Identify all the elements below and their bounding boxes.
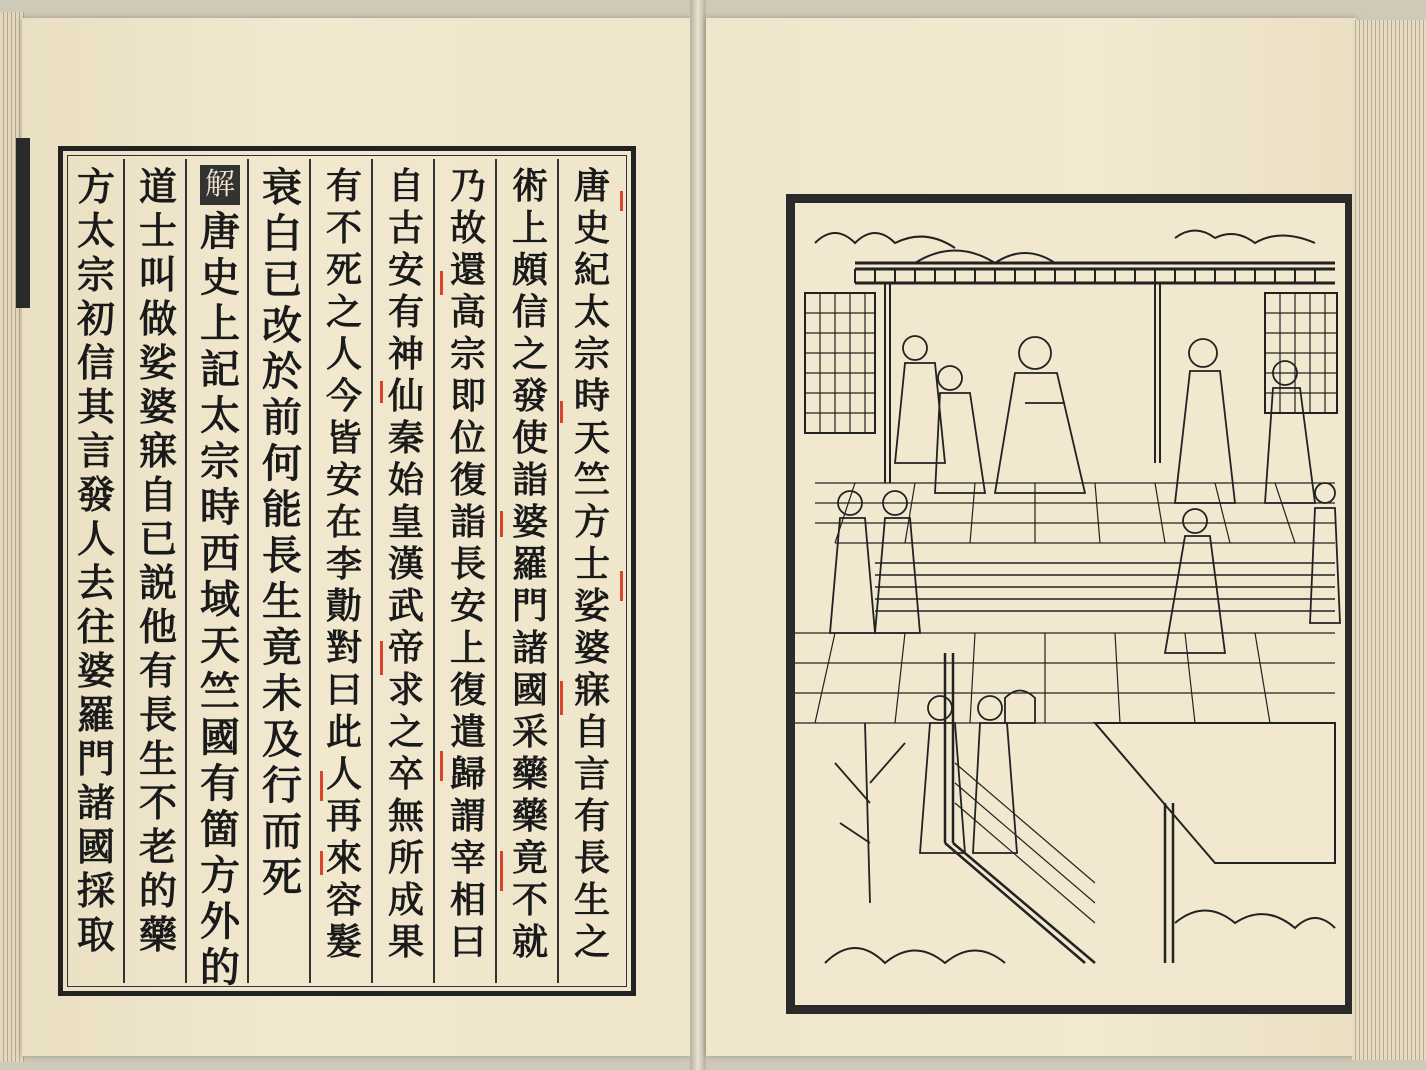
glyph: 無 [387, 795, 424, 837]
right-page [706, 18, 1356, 1056]
glyph: 還 [449, 249, 486, 291]
glyph: 漢 [387, 543, 424, 585]
glyph: 的 [200, 944, 240, 991]
glyph: 長 [449, 543, 486, 585]
left-margin-ink-block [16, 138, 30, 308]
glyph: 方 [573, 501, 610, 543]
glyph: 今 [325, 375, 362, 417]
glyph: 上 [200, 300, 240, 347]
glyph: 言 [573, 753, 610, 795]
glyph: 始 [387, 459, 424, 501]
glyph: 自 [138, 472, 177, 517]
glyph: 何 [262, 440, 302, 487]
red-annotation-mark [440, 751, 443, 781]
glyph: 説 [138, 560, 177, 605]
glyph: 神 [387, 333, 424, 375]
glyph: 唐 [573, 165, 610, 207]
glyph: 方 [200, 852, 240, 899]
column-rule [309, 159, 311, 983]
glyph: 箇 [200, 806, 240, 853]
glyph: 史 [200, 254, 240, 301]
text-column-6 [251, 165, 313, 985]
glyph: 取 [76, 912, 115, 957]
glyph: 士 [573, 543, 610, 585]
glyph: 詣 [449, 501, 486, 543]
glyph: 此 [325, 711, 362, 753]
glyph: 故 [449, 207, 486, 249]
glyph: 采 [511, 711, 548, 753]
commentary-badge: 解 [200, 165, 240, 205]
column-rule [123, 159, 125, 983]
red-annotation-mark [560, 681, 563, 715]
glyph: 遣 [449, 711, 486, 753]
red-annotation-mark [380, 641, 383, 675]
glyph: 人 [76, 516, 115, 561]
glyph: 求 [387, 669, 424, 711]
glyph: 白 [262, 210, 302, 257]
glyph: 勣 [325, 585, 362, 627]
glyph: 能 [262, 486, 302, 533]
glyph: 上 [511, 207, 548, 249]
glyph: 叫 [138, 252, 177, 297]
glyph: 羅 [511, 543, 548, 585]
glyph: 在 [325, 501, 362, 543]
glyph: 行 [262, 762, 302, 809]
glyph: 發 [511, 375, 548, 417]
glyph: 即 [449, 375, 486, 417]
glyph: 宗 [76, 252, 115, 297]
glyph: 生 [138, 736, 177, 781]
glyph: 宗 [573, 333, 610, 375]
text-column-8 [127, 165, 189, 985]
glyph: 所 [387, 837, 424, 879]
red-annotation-mark [380, 381, 383, 403]
glyph: 成 [387, 879, 424, 921]
glyph: 之 [511, 333, 548, 375]
glyph: 有 [573, 795, 610, 837]
glyph: 死 [325, 249, 362, 291]
glyph: 生 [262, 578, 302, 625]
glyph: 卒 [387, 753, 424, 795]
glyph: 言 [76, 428, 115, 473]
glyph: 上 [449, 627, 486, 669]
glyph: 使 [511, 417, 548, 459]
glyph: 宗 [449, 333, 486, 375]
text-column-2 [499, 165, 561, 985]
red-annotation-mark [320, 851, 323, 875]
glyph: 人 [325, 333, 362, 375]
glyph: 不 [511, 879, 548, 921]
book-gutter [690, 0, 706, 1070]
glyph: 往 [76, 604, 115, 649]
column-rule [247, 159, 249, 983]
glyph: 容 [325, 879, 362, 921]
red-annotation-mark [500, 511, 503, 537]
glyph: 國 [200, 714, 240, 761]
glyph: 去 [76, 560, 115, 605]
text-column-9 [65, 165, 127, 985]
glyph: 就 [511, 921, 548, 963]
red-annotation-mark [620, 571, 623, 601]
glyph: 改 [262, 302, 302, 349]
glyph: 於 [262, 348, 302, 395]
glyph: 曰 [325, 669, 362, 711]
glyph: 婆 [76, 648, 115, 693]
glyph: 來 [325, 837, 362, 879]
glyph: 位 [449, 417, 486, 459]
glyph: 高 [449, 291, 486, 333]
column-rule [185, 159, 187, 983]
woodblock-illustration [786, 194, 1354, 1014]
glyph: 諸 [511, 627, 548, 669]
text-column-3 [437, 165, 499, 985]
glyph: 竟 [262, 624, 302, 671]
glyph: 藥 [511, 753, 548, 795]
glyph: 婆 [138, 384, 177, 429]
glyph: 老 [138, 824, 177, 869]
glyph: 西 [200, 530, 240, 577]
glyph: 發 [76, 472, 115, 517]
glyph: 之 [387, 711, 424, 753]
glyph: 仙 [387, 375, 424, 417]
glyph: 長 [138, 692, 177, 737]
glyph: 的 [138, 868, 177, 913]
red-annotation-mark [440, 271, 443, 295]
text-column-7 [189, 165, 251, 991]
glyph: 婆 [511, 501, 548, 543]
glyph: 太 [573, 291, 610, 333]
text-column-4 [375, 165, 437, 985]
glyph: 有 [200, 760, 240, 807]
left-page [22, 18, 690, 1056]
glyph: 太 [76, 208, 115, 253]
glyph: 術 [511, 165, 548, 207]
red-annotation-mark [560, 401, 563, 423]
glyph: 長 [573, 837, 610, 879]
column-rule [433, 159, 435, 983]
glyph: 國 [511, 669, 548, 711]
red-annotation-mark [500, 851, 503, 891]
glyph: 諸 [76, 780, 115, 825]
glyph: 李 [325, 543, 362, 585]
glyph: 武 [387, 585, 424, 627]
glyph: 道 [138, 164, 177, 209]
column-rule [557, 159, 559, 983]
glyph: 竟 [511, 837, 548, 879]
glyph: 門 [511, 585, 548, 627]
glyph: 有 [138, 648, 177, 693]
glyph: 死 [262, 854, 302, 901]
glyph: 方 [76, 164, 115, 209]
glyph: 有 [387, 291, 424, 333]
glyph: 採 [76, 868, 115, 913]
column-rule [371, 159, 373, 983]
glyph: 他 [138, 604, 177, 649]
glyph: 藥 [138, 912, 177, 957]
right-page-edges [1352, 20, 1426, 1060]
glyph: 長 [262, 532, 302, 579]
glyph: 寐 [138, 428, 177, 473]
glyph: 其 [76, 384, 115, 429]
glyph: 域 [200, 576, 240, 623]
glyph: 唐 [200, 208, 240, 255]
glyph: 乃 [449, 165, 486, 207]
glyph: 再 [325, 795, 362, 837]
glyph: 人 [325, 753, 362, 795]
glyph: 皆 [325, 417, 362, 459]
glyph: 復 [449, 669, 486, 711]
glyph: 果 [387, 921, 424, 963]
glyph: 已 [138, 516, 177, 561]
glyph: 信 [76, 340, 115, 385]
glyph: 記 [200, 346, 240, 393]
glyph: 史 [573, 207, 610, 249]
glyph: 做 [138, 296, 177, 341]
glyph: 復 [449, 459, 486, 501]
glyph: 安 [449, 585, 486, 627]
glyph: 時 [573, 375, 610, 417]
glyph: 已 [262, 256, 302, 303]
glyph: 前 [262, 394, 302, 441]
column-rule [495, 159, 497, 983]
red-annotation-mark [620, 191, 623, 211]
illustration-drawing [795, 203, 1345, 1005]
glyph: 有 [325, 165, 362, 207]
glyph: 羅 [76, 692, 115, 737]
glyph: 及 [262, 716, 302, 763]
glyph: 藥 [511, 795, 548, 837]
glyph: 國 [76, 824, 115, 869]
glyph: 安 [325, 459, 362, 501]
glyph: 自 [387, 165, 424, 207]
glyph: 謂 [449, 795, 486, 837]
glyph: 髮 [325, 921, 362, 963]
glyph: 生 [573, 879, 610, 921]
glyph: 士 [138, 208, 177, 253]
text-frame [58, 146, 636, 996]
glyph: 歸 [449, 753, 486, 795]
glyph: 未 [262, 670, 302, 717]
glyph: 外 [200, 898, 240, 945]
glyph: 娑 [138, 340, 177, 385]
glyph: 天 [573, 417, 610, 459]
glyph: 初 [76, 296, 115, 341]
glyph: 婆 [573, 627, 610, 669]
glyph: 頗 [511, 249, 548, 291]
glyph: 古 [387, 207, 424, 249]
glyph: 自 [573, 711, 610, 753]
glyph: 太 [200, 392, 240, 439]
glyph: 門 [76, 736, 115, 781]
glyph: 對 [325, 627, 362, 669]
glyph: 不 [138, 780, 177, 825]
glyph: 寐 [573, 669, 610, 711]
glyph: 信 [511, 291, 548, 333]
glyph: 之 [573, 921, 610, 963]
glyph: 竺 [573, 459, 610, 501]
glyph: 時 [200, 484, 240, 531]
glyph: 天 [200, 622, 240, 669]
glyph: 帝 [387, 627, 424, 669]
glyph: 宰 [449, 837, 486, 879]
glyph: 曰 [449, 921, 486, 963]
glyph: 宗 [200, 438, 240, 485]
glyph: 竺 [200, 668, 240, 715]
glyph: 秦 [387, 417, 424, 459]
glyph: 而 [262, 808, 302, 855]
glyph: 娑 [573, 585, 610, 627]
glyph: 詣 [511, 459, 548, 501]
glyph: 安 [387, 249, 424, 291]
glyph: 之 [325, 291, 362, 333]
text-column-1 [561, 165, 623, 985]
red-annotation-mark [320, 771, 323, 801]
glyph: 不 [325, 207, 362, 249]
glyph: 紀 [573, 249, 610, 291]
glyph: 相 [449, 879, 486, 921]
glyph: 衰 [262, 164, 302, 211]
glyph: 皇 [387, 501, 424, 543]
